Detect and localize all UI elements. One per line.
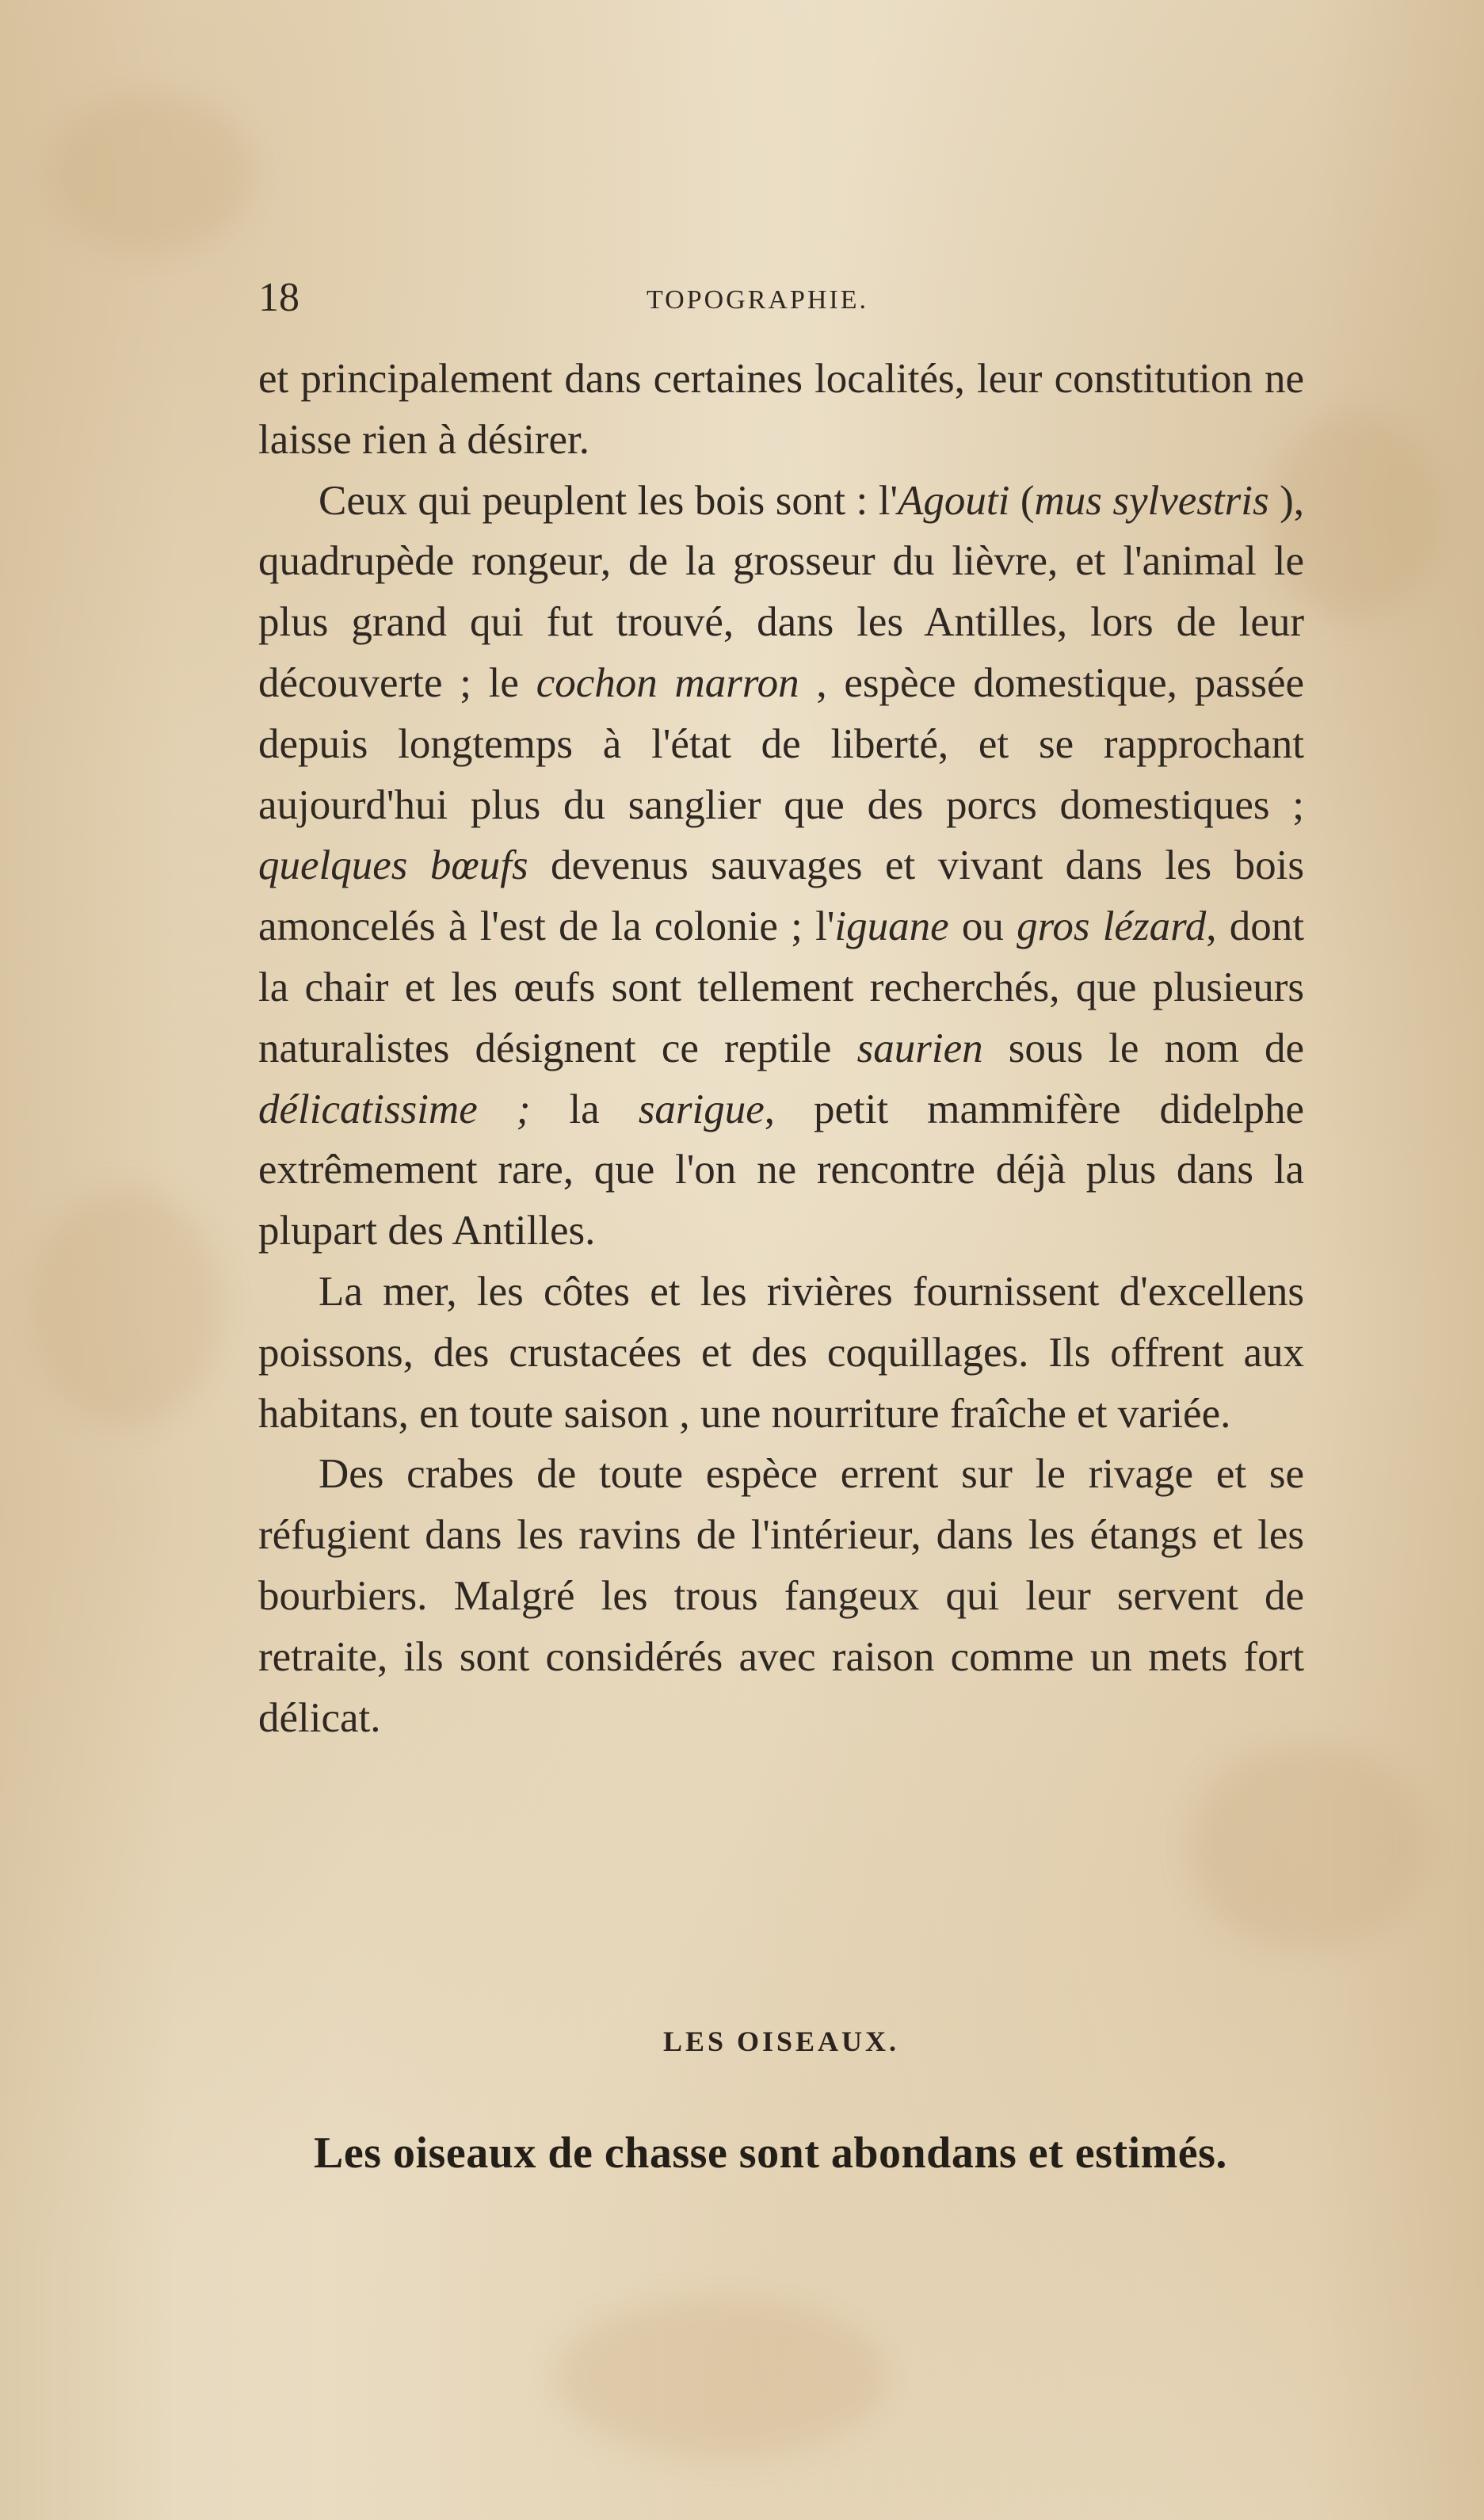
paper-stain — [555, 2298, 887, 2457]
italic-text: quelques bœufs — [258, 842, 528, 889]
italic-text: sarigue — [638, 1086, 765, 1132]
body-text — [258, 349, 1304, 1748]
text-run: ), quadrupède rongeur, de la grosseur du lièvre, et l'animal le plus grand qui fut trouvé, dans les Antilles, lors de leur découverte ; le — [258, 477, 1305, 706]
text-run: la — [530, 1086, 639, 1132]
text-run: devenus sauvages et vivant dans les bois amoncelés à l'est de la colonie ; l' — [258, 842, 1304, 950]
body-line: Les oiseaux de chasse sont abondans et estimés. — [314, 2129, 1227, 2178]
italic-text: cochon marron — [536, 659, 799, 706]
text-run: ( — [1009, 477, 1035, 524]
italic-text: délicatissime ; — [258, 1086, 531, 1132]
section-heading: LES OISEAUX. — [662, 2026, 900, 2057]
page-header — [258, 274, 1304, 322]
text-run: Ceux qui peuplent les bois sont : l' — [319, 477, 898, 524]
paragraph — [258, 349, 1304, 471]
paragraph — [258, 471, 1304, 1262]
paragraph — [258, 1444, 1304, 1748]
text-run: La mer, les côtes et les rivières fournissent d'excellens poissons, des crustacées et des coquillages. Ils offrent aux habitans, en toute saison , une nourriture fraîche et variée. — [258, 1268, 1304, 1437]
running-title: TOPOGRAPHIE. — [647, 285, 869, 315]
text-run: ou — [948, 903, 1017, 950]
italic-text: gros lézard — [1017, 903, 1207, 950]
text-run: et principalement dans certaines localités, leur constitution ne laisse rien à désirer. — [258, 356, 1304, 463]
paper-stain — [48, 95, 254, 254]
page-number: 18 — [258, 275, 299, 320]
text-run: , dont la chair et les œufs sont tellement recherchés, que plusieurs naturalistes désignent ce reptile — [258, 903, 1304, 1071]
text-run: sous le nom de — [982, 1025, 1305, 1071]
italic-text: mus sylvestris — [1034, 477, 1269, 524]
paper-stain — [1188, 1743, 1426, 1949]
text-run: , espèce domestique, passée depuis longtemps à l'état de liberté, et se rapprochant aujourd'hui plus du sanglier que des porcs domestiques ; — [258, 659, 1305, 828]
text-run: , petit mammifère didelphe extrêmement rare, que l'on ne rencontre déjà plus dans la plupart des Antilles. — [258, 1086, 1305, 1254]
italic-text: iguane — [834, 903, 949, 950]
paragraph — [258, 1262, 1304, 1444]
text-run: Des crabes de toute espèce errent sur le rivage et se réfugient dans les ravins de l'intérieur, dans les étangs et les bourbiers. Malgré les trous fangeux qui leur servent de retraite, ils sont considérés avec raison comme un mets fort délicat. — [258, 1451, 1304, 1741]
paper-stain — [32, 1189, 222, 1426]
italic-text: Agouti — [898, 477, 1010, 524]
italic-text: saurien — [856, 1025, 983, 1071]
